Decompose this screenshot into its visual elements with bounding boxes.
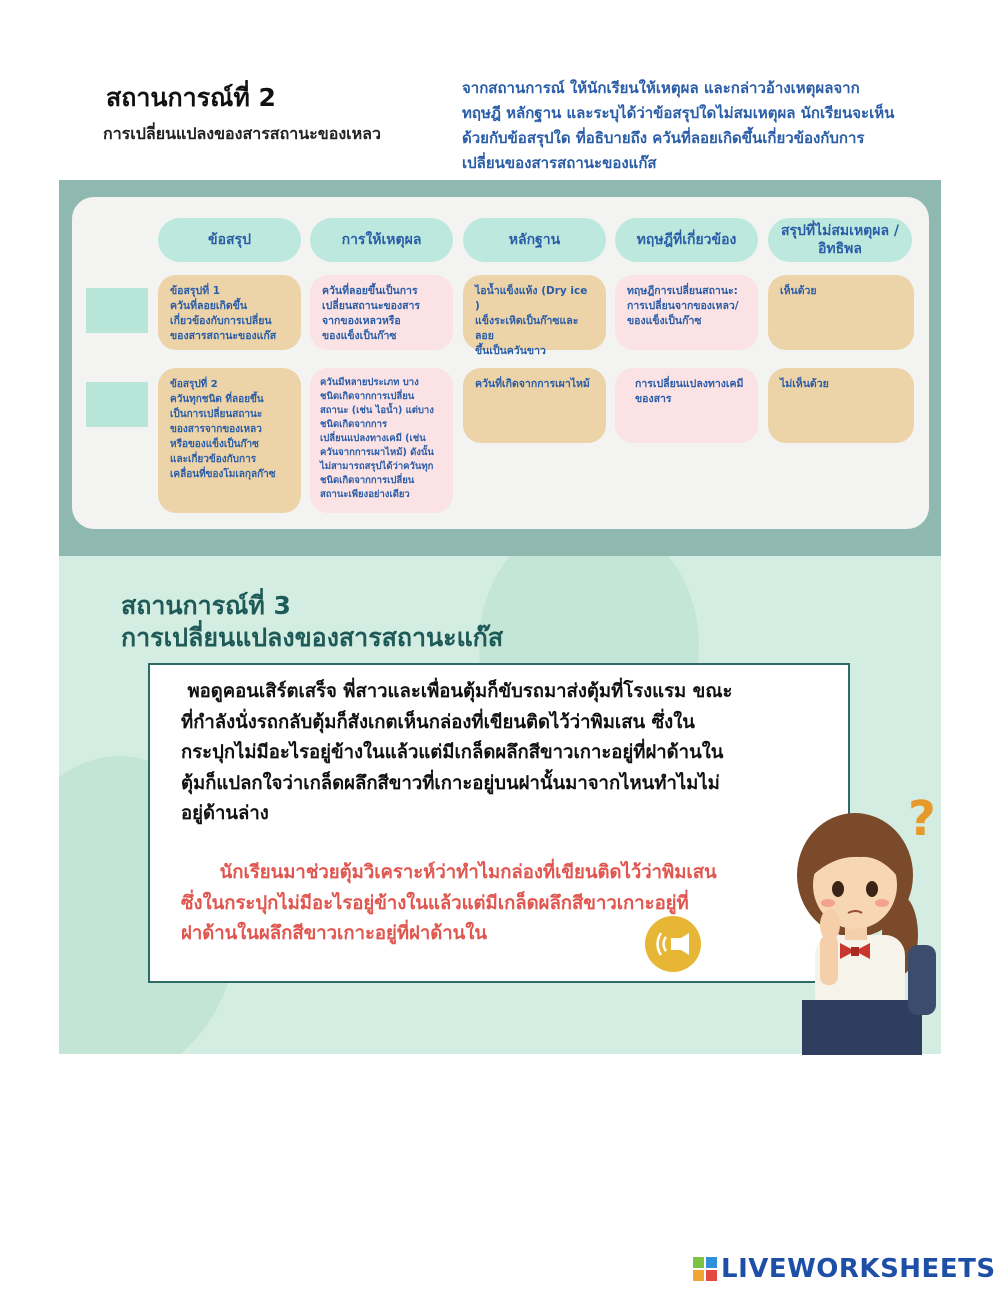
answer-box-row1[interactable] [86,288,148,333]
row2-verdict: ไม่เห็นด้วย [768,368,914,443]
story-line: ที่กำลังนั่งรถกลับตุ้มก็สังเกตเห็นกล่องที่เขียนติดไว้ว่าพิมเสน ซึ่งใน [181,711,695,733]
story-line: กระปุกไม่มีอะไรอยู่ข้างในแล้วแต่มีเกล็ดผลึกสีขาวเกาะอยู่ที่ฝาด้านใน [181,742,724,763]
brand-name: LIVEWORKSHEETS [721,1254,996,1284]
girl-thinking-illustration [790,785,945,1055]
row1-evidence: ไอน้ำแข็งแห้ง (Dry ice ) แข็งระเหิดเป็นก๊าซและลอย ขึ้นเป็นควันขาว [463,275,606,350]
story-line: ตุ้มก็แปลกใจว่าเกล็ดผลึกสีขาวที่เกาะอยู่บนฝานั้นมาจากไหนทำไมไม่ [181,772,720,794]
header-theory: ทฤษฎีที่เกี่ยวข้อง [615,218,758,262]
audio-play-button[interactable] [645,916,701,972]
header-evidence: หลักฐาน [463,218,606,262]
header-verdict: สรุปที่ไม่สมเหตุผล / อิทธิพล [768,218,912,262]
header-conclusion: ข้อสรุป [158,218,301,262]
row1-theory: ทฤษฎีการเปลี่ยนสถานะ: การเปลี่ยนจากของเหลว/ ของแข็งเป็นก๊าซ [615,275,758,350]
row2-theory: การเปลี่ยนแปลงทางเคมี ของสาร [615,368,758,443]
scenario3-title-line2: การเปลี่ยนแปลงของสารสถานะแก๊ส [121,623,504,652]
row1-conclusion: ข้อสรุปที่ 1 ควันที่ลอยเกิดขึ้น เกี่ยวข้องกับการเปลี่ยน ของสารสถานะของแก๊ส [158,275,301,350]
question-line: นักเรียนมาช่วยตุ้มวิเคราะห์ว่าทำไมกล่องที่เขียนติดไว้ว่าพิมเสน [181,862,717,883]
row1-verdict: เห็นด้วย [768,275,914,350]
instruction-line: ทฤษฎี หลักฐาน และระบุได้ว่าข้อสรุปใดไม่สมเหตุผล นักเรียนจะเห็น [462,104,895,122]
scenario3-title [121,590,503,654]
story-line: อยู่ด้านล่าง [181,803,269,824]
story-text [181,677,831,830]
question-line: ฝาด้านในผลึกสีขาวเกาะอยู่ที่ฝาด้านใน [181,923,487,944]
question-mark-icon: ? [908,791,936,847]
instruction-line: ด้วยกับข้อสรุปใด ที่อธิบายถึง ควันที่ลอยเกิดขึ้นเกี่ยวข้องกับการ [462,129,865,147]
row2-reasoning: ควันมีหลายประเภท บาง ชนิดเกิดจากการเปลี่ยน สถานะ (เช่น ไอน้ำ) แต่บาง ชนิดเกิดจากการ เปลี่ยนแปลงทางเคมี (เช่น ควันจากการเผาไหม้) ดังนั้น ไม่สามารถสรุปได้ว่าควันทุก ชนิดเกิดจากการเปลี่ยน สถานะเพียงอย่างเดียว [310,368,453,513]
row1-reasoning: ควันที่ลอยขึ้นเป็นการ เปลี่ยนสถานะของสาร จากของเหลวหรือ ของแข็งเป็นก๊าซ [310,275,453,350]
brand-logo [693,1254,996,1284]
answer-box-row2[interactable] [86,382,148,427]
instruction-line: จากสถานการณ์ ให้นักเรียนให้เหตุผล และกล่าวอ้างเหตุผลจาก [462,79,860,97]
row2-evidence: ควันที่เกิดจากการเผาไหม้ [463,368,606,443]
scenario2-title: สถานการณ์ที่ 2 [106,83,276,112]
speaker-icon [645,916,701,972]
scenario2-subtitle: การเปลี่ยนแปลงของสารสถานะของเหลว [103,124,381,143]
scenario3-title-line1: สถานการณ์ที่ 3 [121,591,291,620]
scenario2-instruction [462,76,942,176]
liveworksheets-logo-icon [693,1257,717,1281]
header-reasoning: การให้เหตุผล [310,218,453,262]
instruction-line: เปลี่ยนของสารสถานะของแก๊ส [462,154,657,172]
row2-conclusion: ข้อสรุปที่ 2 ควันทุกชนิด ที่ลอยขึ้น เป็นการเปลี่ยนสถานะ ของสารจากของเหลว หรือของแข็งเป็นก๊าซ และเกี่ยวข้องกับการ เคลื่อนที่ของโมเลกุลก๊าซ [158,368,301,513]
story-line: พอดูคอนเสิร์ตเสร็จ พี่สาวและเพื่อนตุ้มก็ขับรถมาส่งตุ้มที่โรงแรม ขณะ [181,681,733,702]
question-line: ซึ่งในกระปุกไม่มีอะไรอยู่ข้างในแล้วแต่มีเกล็ดผลึกสีขาวเกาะอยู่ที่ [181,892,689,914]
